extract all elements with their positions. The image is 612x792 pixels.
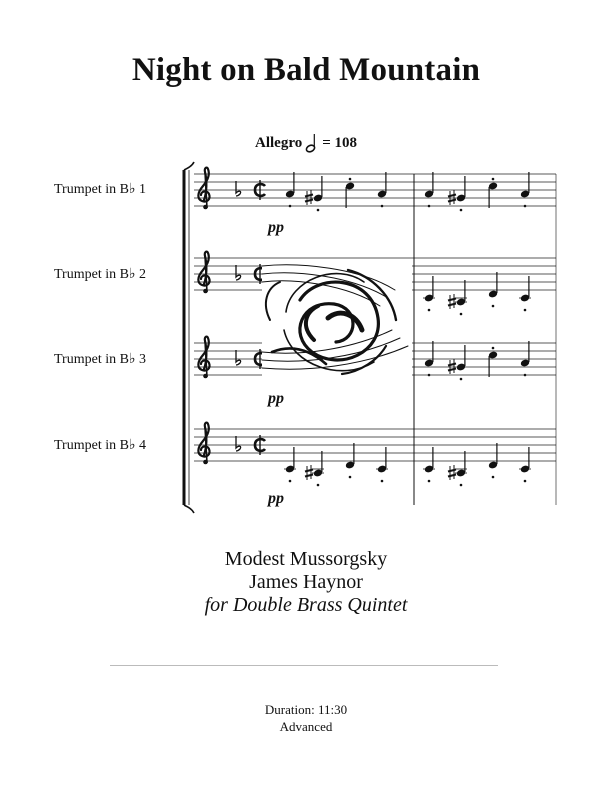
swirl-graphic: [262, 262, 412, 384]
duration-text: Duration: 11:30: [264, 702, 348, 717]
tempo-text: Allegro: [255, 134, 303, 151]
staff-4: [194, 429, 556, 461]
instrument-label-2: Trumpet in B♭ 2: [54, 267, 147, 282]
difficulty-level: Advanced: [279, 719, 333, 734]
dynamic-staff-1: pp: [268, 219, 284, 236]
instrument-label-4: Trumpet in B♭ 4: [54, 438, 147, 453]
flat-icon: [236, 181, 241, 451]
tempo-bpm: = 108: [322, 134, 358, 151]
credits-block: [0, 548, 612, 617]
composer-name: Modest Mussorgsky: [224, 548, 388, 570]
dynamic-staff-4: pp: [268, 490, 284, 507]
staff-2-notes: [423, 272, 531, 315]
instrument-label-3: Trumpet in B♭ 3: [54, 352, 147, 367]
instrument-label-1: Trumpet in B♭ 1: [54, 182, 147, 197]
arranger-name: James Haynor: [249, 571, 363, 593]
treble-clef-icon: [198, 168, 209, 465]
ensemble-subtitle: for Double Brass Quintet: [204, 594, 408, 616]
staff-4-notes: [284, 443, 531, 486]
staff-1-notes: [285, 172, 530, 211]
footer-info: [0, 701, 612, 735]
staff-1: [194, 174, 556, 206]
dynamic-staff-3: pp: [268, 390, 284, 407]
page-title: Night on Bald Mountain: [131, 52, 481, 88]
divider: [110, 665, 498, 666]
